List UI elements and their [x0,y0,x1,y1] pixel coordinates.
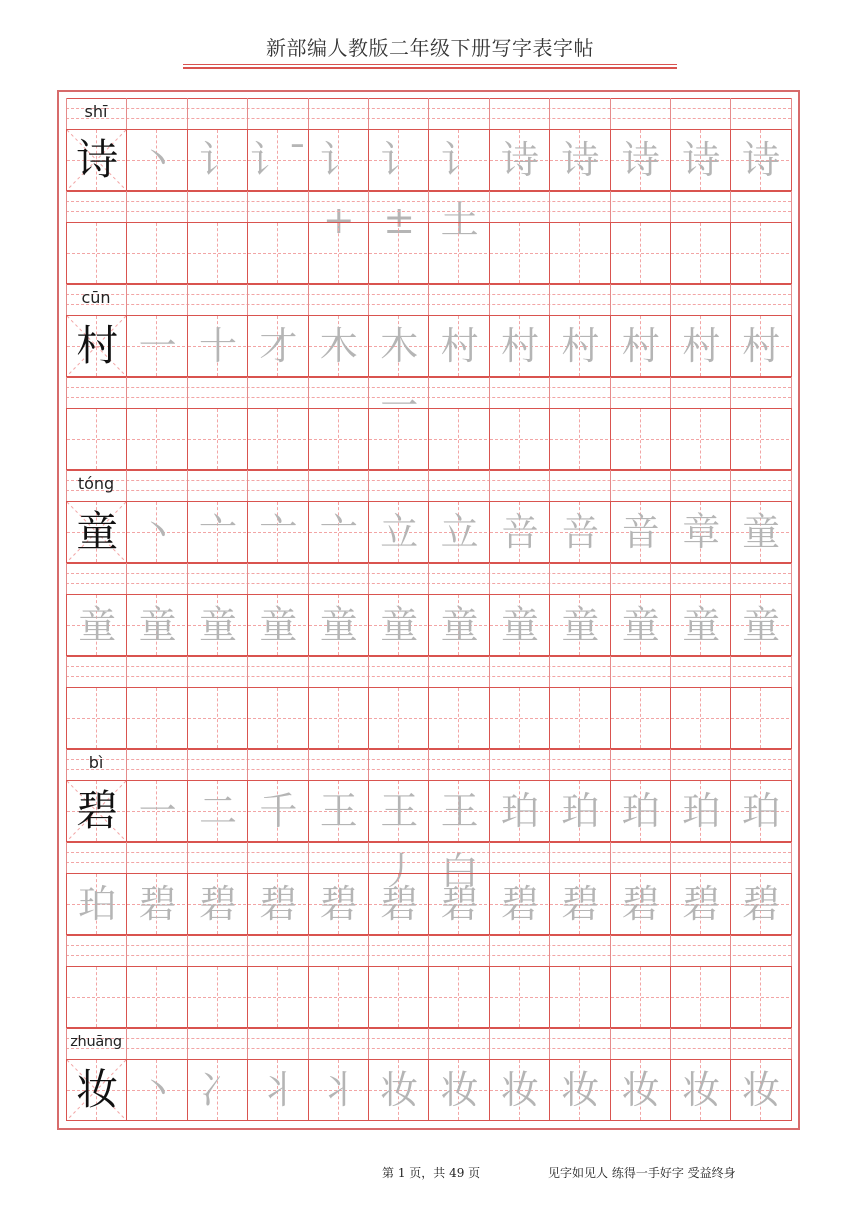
trace-character: 珀 [621,789,660,833]
grid-cell[interactable] [368,222,429,284]
trace-character: 诗 [500,138,539,182]
grid-cell[interactable] [187,687,248,749]
grid-cell[interactable] [368,780,429,893]
grid-cell[interactable] [730,315,791,377]
grid-cell[interactable] [610,687,671,749]
practice-row [66,1059,791,1121]
practice-row [66,222,791,284]
trace-character: 村 [561,324,600,368]
trace-character: 碧 [621,882,660,926]
pinyin-band [66,377,791,408]
grid-cell[interactable] [187,594,248,656]
grid-cell[interactable] [247,501,308,563]
trace-character: 珀 [78,882,117,926]
practice-row [66,315,791,428]
trace-character: 童 [319,603,358,647]
grid-cell[interactable] [489,315,550,377]
trace-character: 咅 [500,510,539,554]
page-title: 新部编人教版二年级下册写字表字帖 [266,36,594,60]
grid-cell[interactable] [66,222,127,284]
grid-cell[interactable] [730,780,791,842]
trace-character: 王白 [440,789,479,893]
pinyin-band [66,563,791,594]
grid-cell[interactable] [126,594,187,656]
pinyin-band [66,656,791,687]
motto: 见字如见人 练得一手好字 受益终身 [548,1166,736,1180]
grid-cell[interactable] [670,501,731,563]
grid-cell[interactable] [126,1059,187,1121]
grid-cell[interactable] [610,222,671,284]
trace-character: 村 [742,324,781,368]
grid-cell[interactable] [247,780,308,842]
trace-character: 妆 [682,1068,721,1112]
grid-cell[interactable] [428,408,489,470]
grid-cell[interactable] [549,501,610,563]
trace-character: 珀 [742,789,781,833]
grid-cell[interactable] [247,222,308,284]
practice-row [66,129,791,242]
trace-character: 讠ˉ [249,138,307,182]
grid-cell[interactable] [187,501,248,563]
grid-cell[interactable] [308,222,369,284]
grid-cell[interactable] [428,966,489,1028]
grid-cell[interactable] [66,315,127,377]
grid-cell[interactable] [126,687,187,749]
grid-cell[interactable] [610,408,671,470]
grid-cell[interactable] [187,408,248,470]
trace-character: 碧 [259,882,298,926]
grid-cell[interactable] [489,408,550,470]
trace-character: 碧 [742,882,781,926]
trace-character: 珀 [561,789,600,833]
practice-row [66,501,791,563]
grid-cell[interactable] [66,687,127,749]
grid-cell[interactable] [610,129,671,191]
grid-cell[interactable] [187,315,248,377]
grid-cell[interactable] [730,222,791,284]
trace-character: 诗 [742,138,781,182]
grid-cell[interactable] [368,501,429,563]
grid-cell[interactable] [308,594,369,656]
grid-cell[interactable] [428,594,489,656]
grid-cell[interactable] [247,687,308,749]
grid-cell[interactable] [730,1059,791,1121]
model-character: 妆 [76,1065,119,1114]
grid-cell[interactable] [247,873,308,935]
trace-character: 咅 [561,510,600,554]
trace-character: 丶 [138,138,177,182]
trace-character: 珀 [500,789,539,833]
grid-cell[interactable] [308,315,369,377]
trace-character: 立 [440,510,479,554]
grid-cell[interactable] [308,408,369,470]
grid-cell[interactable] [549,873,610,935]
pinyin-label: zhuāng [70,1034,122,1050]
trace-character: 童 [742,510,781,554]
grid-cell[interactable] [187,780,248,842]
trace-character: 童 [380,603,419,647]
grid-cell[interactable] [730,129,791,191]
trace-character: 碧 [561,882,600,926]
trace-character: 童 [78,603,117,647]
grid-cell[interactable] [428,315,489,377]
trace-character: 王丿 [380,789,419,893]
grid-cell[interactable] [308,687,369,749]
grid-cell[interactable] [247,966,308,1028]
pinyin-band [66,284,791,315]
grid-cell[interactable] [66,873,127,935]
grid-cell[interactable] [126,222,187,284]
trace-character: 丶 [138,510,177,554]
grid-cell[interactable] [428,1059,489,1121]
grid-cell[interactable] [368,408,429,470]
grid-cell[interactable] [368,687,429,749]
trace-character: 童 [259,603,298,647]
grid-cell[interactable] [489,780,550,842]
grid-cell[interactable] [670,966,731,1028]
model-character: 碧 [76,786,119,835]
grid-cell[interactable] [126,129,187,191]
pinyin-label: cūn [81,288,111,307]
model-character: 童 [76,507,119,556]
trace-character: 妆 [742,1068,781,1112]
trace-character: 村 [621,324,660,368]
grid-cell[interactable] [368,966,429,1028]
trace-character: 童 [742,603,781,647]
pinyin-band [66,935,791,966]
grid-cell[interactable] [670,222,731,284]
trace-character: 立 [380,510,419,554]
grid-cell[interactable] [247,129,308,191]
grid-cell[interactable] [670,315,731,377]
grid-cell[interactable] [489,1059,550,1121]
grid-cell[interactable] [670,129,731,191]
trace-character: 妆 [500,1068,539,1112]
grid-cell[interactable] [730,501,791,563]
grid-cell[interactable] [670,780,731,842]
grid-cell[interactable] [66,966,127,1028]
trace-character: 音 [621,510,660,554]
trace-character: 村 [440,324,479,368]
grid-cell[interactable] [308,1059,369,1121]
trace-character: 童 [440,603,479,647]
grid-cell[interactable] [187,873,248,935]
trace-character: 亠 [198,510,237,554]
trace-character: 碧 [682,882,721,926]
trace-character: 碧 [380,882,419,926]
practice-row [66,780,791,893]
pinyin-band [66,842,791,873]
trace-character: 童 [621,603,660,647]
grid-cell[interactable] [126,408,187,470]
title-rule [183,67,677,69]
trace-character: 诗 [621,138,660,182]
grid-cell[interactable] [610,873,671,935]
grid-cell[interactable] [489,594,550,656]
trace-character: 碧 [440,882,479,926]
grid-cell[interactable] [489,501,550,563]
grid-cell[interactable] [549,966,610,1028]
practice-row [66,687,791,749]
practice-row [66,594,791,656]
trace-character: 童 [682,603,721,647]
grid-cell[interactable] [368,1059,429,1121]
trace-character: 亠 [259,510,298,554]
grid-cell[interactable] [610,966,671,1028]
grid-cell[interactable] [489,687,550,749]
grid-cell[interactable] [368,873,429,935]
trace-character: 亠 [319,510,358,554]
grid-cell[interactable] [670,873,731,935]
grid-cell[interactable] [428,873,489,935]
grid-cell[interactable] [428,780,489,893]
pinyin-band [66,749,791,780]
grid-cell[interactable] [187,129,248,191]
grid-cell[interactable] [730,873,791,935]
pinyin-band [66,191,791,222]
grid-cell[interactable] [126,315,187,377]
grid-cell[interactable] [730,966,791,1028]
practice-row [66,966,791,1028]
trace-character: 丬 [319,1068,358,1112]
grid-cell[interactable] [489,222,550,284]
pinyin-band [66,98,791,129]
grid-cell[interactable] [308,780,369,842]
grid-cell[interactable] [308,873,369,935]
grid-cell[interactable] [126,501,187,563]
grid-cell[interactable] [66,594,127,656]
grid-cell[interactable] [670,408,731,470]
title-rule [183,64,677,65]
grid-cell[interactable] [549,687,610,749]
trace-character: 讠 [198,138,237,182]
trace-character: 章 [682,510,721,554]
grid-cell[interactable] [549,1059,610,1121]
trace-character: 讠+ [319,138,358,242]
trace-character: 千 [259,789,298,833]
trace-character: 才 [259,324,298,368]
grid-cell[interactable] [428,129,489,242]
grid-cell[interactable] [730,687,791,749]
tian-zi-grid [66,98,791,1124]
grid-cell[interactable] [368,129,429,242]
trace-character: 诗 [682,138,721,182]
grid-cell[interactable] [126,966,187,1028]
grid-cell[interactable] [187,966,248,1028]
grid-cell[interactable] [66,501,127,563]
pinyin-label: shī [84,102,108,121]
grid-cell[interactable] [489,129,550,191]
model-character: 诗 [76,135,119,184]
trace-character: 讠土 [440,138,479,242]
grid-cell[interactable] [247,408,308,470]
trace-character: 童 [561,603,600,647]
trace-character: 村 [500,324,539,368]
grid-cell[interactable] [247,1059,308,1121]
trace-character: 碧 [500,882,539,926]
grid-cell[interactable] [126,780,187,842]
pinyin-band [66,470,791,501]
trace-character: 童 [500,603,539,647]
grid-cell[interactable] [549,315,610,377]
grid-cell[interactable] [610,1059,671,1121]
pinyin-label: tóng [77,474,115,493]
grid-cell[interactable] [308,501,369,563]
trace-character: 碧 [198,882,237,926]
grid-cell[interactable] [610,780,671,842]
trace-character: 一 [138,324,177,368]
grid-cell[interactable] [730,408,791,470]
grid-cell[interactable] [66,408,127,470]
trace-character: 碧 [138,882,177,926]
grid-cell[interactable] [308,129,369,242]
trace-character: 诗 [561,138,600,182]
trace-character: 讠± [380,138,419,242]
grid-cell[interactable] [549,780,610,842]
trace-character: 十 [198,324,237,368]
grid-cell[interactable] [247,315,308,377]
grid-cell[interactable] [489,873,550,935]
trace-character: 木 [319,324,358,368]
grid-cell[interactable] [489,966,550,1028]
trace-character: 珀 [682,789,721,833]
grid-cell[interactable] [126,873,187,935]
trace-character: 木一 [380,324,419,428]
trace-character: 妆 [440,1068,479,1112]
grid-cell[interactable] [66,1059,127,1121]
grid-cell[interactable] [187,1059,248,1121]
trace-character: 妆 [561,1068,600,1112]
grid-cell[interactable] [549,408,610,470]
grid-cell[interactable] [368,315,429,428]
trace-character: 王 [319,789,358,833]
trace-character: 童 [198,603,237,647]
trace-character: 二 [198,789,237,833]
grid-cell[interactable] [610,501,671,563]
grid-cell[interactable] [610,594,671,656]
practice-row [66,873,791,935]
trace-character: 一 [138,789,177,833]
trace-character: 碧 [319,882,358,926]
grid-cell[interactable] [670,1059,731,1121]
grid-cell[interactable] [187,222,248,284]
trace-character: 丶 [138,1068,177,1112]
pinyin-label: bì [88,753,104,772]
page-info: 第 1 页，共 49 页 [382,1166,481,1180]
trace-character: 妆 [380,1068,419,1112]
pinyin-band [66,1028,791,1059]
practice-row [66,408,791,470]
grid-cell[interactable] [428,222,489,284]
grid-cell[interactable] [247,594,308,656]
grid-cell[interactable] [66,129,127,191]
grid-cell[interactable] [549,129,610,191]
grid-cell[interactable] [428,501,489,563]
grid-cell[interactable] [549,594,610,656]
grid-cell[interactable] [670,594,731,656]
grid-cell[interactable] [428,687,489,749]
grid-cell[interactable] [730,594,791,656]
grid-cell[interactable] [670,687,731,749]
trace-character: 妆 [621,1068,660,1112]
grid-cell[interactable] [549,222,610,284]
grid-cell[interactable] [610,315,671,377]
trace-character: 冫 [198,1068,237,1112]
model-character: 村 [76,321,119,370]
trace-character: 村 [682,324,721,368]
trace-character: 丬 [259,1068,298,1112]
grid-cell[interactable] [308,966,369,1028]
grid-cell[interactable] [368,594,429,656]
trace-character: 童 [138,603,177,647]
grid-cell[interactable] [66,780,127,842]
